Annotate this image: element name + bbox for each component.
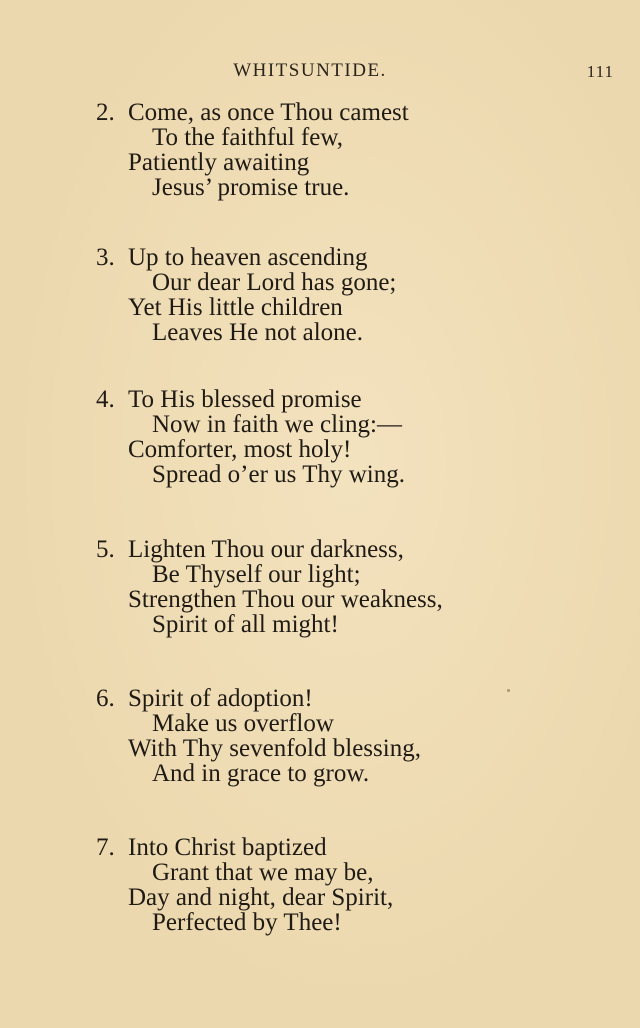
stanza-number: 4.	[96, 386, 115, 413]
stanza-line-2: Make us overflow	[152, 710, 334, 737]
stanza-number: 6.	[96, 685, 115, 712]
stanza-line-4: Perfected by Thee!	[152, 909, 342, 936]
stanza-line-4: Spirit of all might!	[152, 611, 339, 638]
verse-text: Come, as once Thou camest	[128, 99, 409, 126]
stanza-line-2: Grant that we may be,	[152, 859, 374, 886]
stanza-6	[96, 686, 616, 786]
stanza-line-2: Be Thyself our light;	[152, 561, 361, 588]
stanza-line-2: Our dear Lord has gone;	[152, 269, 397, 296]
stanza-line-1	[96, 245, 616, 270]
stanza-line-3: Comforter, most holy!	[128, 436, 352, 463]
stanza-line-1	[96, 537, 616, 562]
page-number: 111	[586, 62, 614, 81]
verse-text: Lighten Thou our darkness,	[128, 536, 404, 563]
page-heading: WHITSUNTIDE.	[233, 60, 387, 81]
stanza-line-4: Jesus’ promise true.	[152, 174, 350, 201]
stanza-line-2: Now in faith we cling:—	[152, 411, 402, 438]
stanza-line-1	[96, 387, 616, 412]
verse-text: Up to heaven ascending	[128, 244, 368, 271]
stanza-line-3: Day and night, dear Spirit,	[128, 884, 394, 911]
stanza-line-4: Leaves He not alone.	[152, 319, 364, 346]
stanza-line-3: Strengthen Thou our weakness,	[128, 586, 443, 613]
stanza-line-4: And in grace to grow.	[152, 760, 370, 787]
stanza-3	[96, 245, 616, 345]
verse-text: Into Christ baptized	[128, 834, 327, 861]
stanza-5	[96, 537, 616, 637]
stanza-4	[96, 387, 616, 487]
stanza-line-1	[96, 100, 616, 125]
stanza-line-1	[96, 686, 616, 711]
stanza-line-4: Spread o’er us Thy wing.	[152, 461, 405, 488]
stanza-number: 2.	[96, 99, 115, 126]
stanza-line-2: To the faithful few,	[152, 124, 344, 151]
stanza-number: 3.	[96, 244, 115, 271]
stanza-line-3: Yet His little children	[128, 294, 343, 321]
stanza-number: 5.	[96, 536, 115, 563]
stanza-2	[96, 100, 616, 200]
stanza-line-1	[96, 835, 616, 860]
stanza-line-3: With Thy sevenfold blessing,	[128, 735, 421, 762]
verse-text: Spirit of adoption!	[128, 685, 313, 712]
stanza-line-3: Patiently awaiting	[128, 149, 310, 176]
stanza-7	[96, 835, 616, 935]
verse-text: To His blessed promise	[128, 386, 362, 413]
stanza-number: 7.	[96, 834, 115, 861]
